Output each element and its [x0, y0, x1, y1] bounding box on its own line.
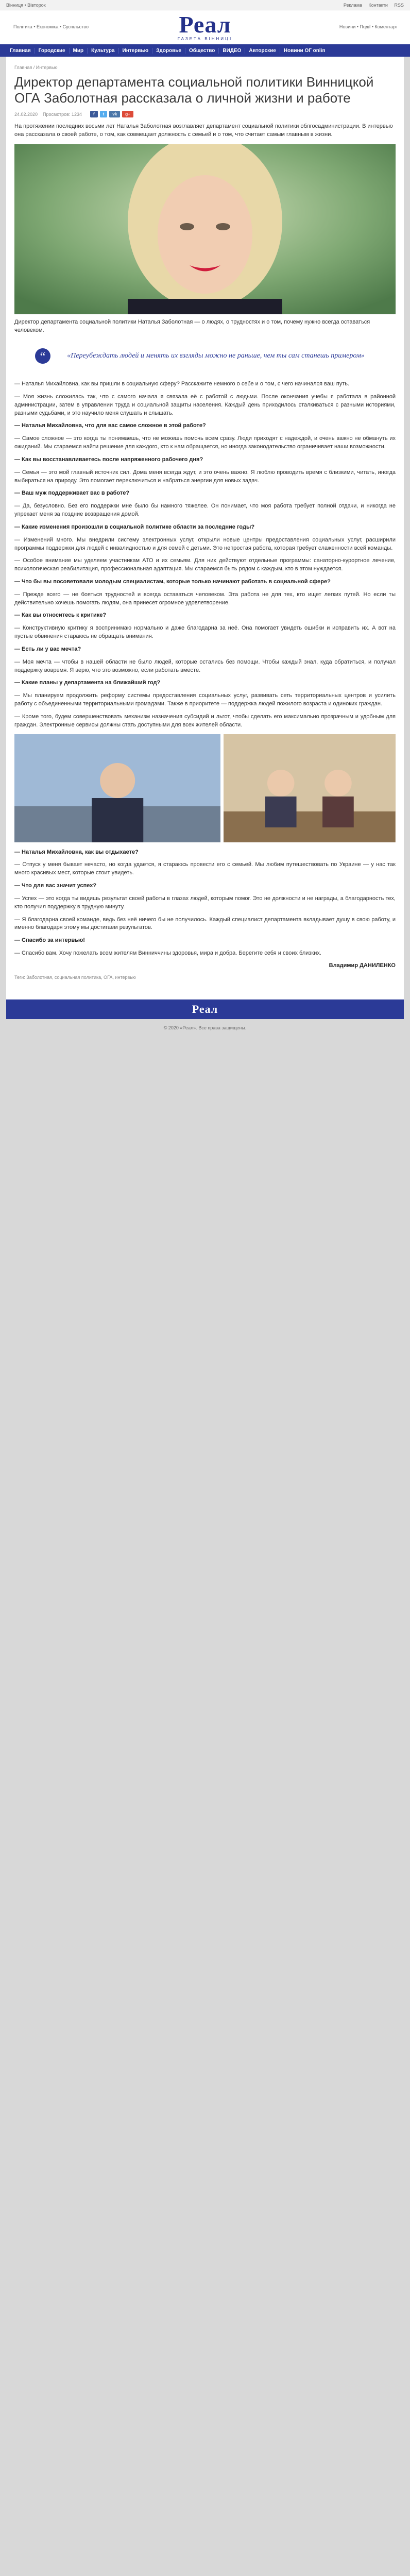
interview-question: — Наталья Михайловна, как вы отдыхаете? — [14, 849, 139, 855]
body-paragraph: — Наталья Михайловна, как вы пришли в социальную сферу? Расскажите немного о себе и о том, с чего начинался ваш путь. — [14, 381, 350, 387]
secondary-photo-right — [224, 734, 396, 842]
nav-item-health[interactable]: Здоровье — [152, 48, 185, 54]
meeting-photo-illustration — [224, 734, 396, 842]
pull-quote — [14, 340, 396, 372]
interview-question: — Какие планы у департамента на ближайший год? — [14, 680, 161, 686]
top-link-ads[interactable]: Реклама — [343, 2, 363, 8]
nav-item-authors[interactable]: Авторские — [245, 48, 280, 54]
body-paragraph: — Прежде всего — не бояться трудностей и всегда оставаться человеком. Эта работа не для тех, кто ищет легких путей. Но если ты действительно хочешь помогать людям, она принесет огромное удовлетворение. — [14, 591, 396, 606]
office-photo-illustration — [14, 734, 220, 842]
top-link-rss[interactable]: RSS — [394, 2, 404, 8]
footer-logo[interactable]: Реал — [192, 1002, 218, 1015]
interview-question: — Что для вас значит успех? — [14, 883, 97, 889]
interview-question: — Наталья Михайловна, что для вас самое сложное в этой работе? — [14, 422, 206, 429]
portrait-illustration — [14, 144, 396, 314]
main-nav — [0, 44, 410, 57]
masthead-right-text: Новини • Події • Коментарі — [339, 24, 397, 30]
body-paragraph: — Моя жизнь сложилась так, что с самого начала я связала её с работой с людьми. После окончания учебы я работала в районной администрации, затем в управлении труда и социальной защиты населения. Каждый день приходилось сталкиваться с разными историями, разными судьбами, и это научило меня слушать и слышать. — [14, 393, 396, 416]
logo-subtitle: ГАЗЕТА ВІННИЦІ — [177, 37, 233, 41]
nav-item-city[interactable]: Городские — [35, 48, 70, 54]
nav-item-video[interactable]: ВИДЕО — [219, 48, 245, 54]
top-link-contacts[interactable]: Контакти — [368, 2, 388, 8]
interview-question: — Есть ли у вас мечта? — [14, 646, 81, 652]
footer — [6, 999, 404, 1019]
interview-question: — Ваш муж поддерживает вас в работе? — [14, 490, 130, 497]
article-tags[interactable]: Теги: Заболотная, социальная политика, ОГА, интервью — [14, 974, 136, 980]
article-sublead: Директор департамента социальной политики Наталья Заболотная — о людях, о трудностях и о том, почему нужно всегда оставаться человеком. — [14, 319, 370, 334]
main-photo — [14, 144, 396, 314]
interview-question: — Как вы относитесь к критике? — [14, 612, 107, 619]
share-facebook-button[interactable]: f — [90, 111, 98, 117]
body-paragraph: — Спасибо вам. Хочу пожелать всем жителям Винниччины здоровья, мира и добра. Берегите себя и своих близких. — [14, 950, 321, 957]
interview-question: — Как вы восстанавливаетесь после напряженного рабочего дня? — [14, 456, 203, 463]
quote-icon: “ — [35, 348, 50, 364]
copyright-text: © 2020 «Реал». Все права защищены. — [163, 1025, 247, 1030]
article-container — [6, 57, 404, 999]
body-paragraph: — Самое сложное — это когда ты понимаешь, что не можешь помочь всем сразу. Люди приходят с надеждой, и очень важно не обмануть их ожиданий. Мы стараемся найти решение для каждого, кто к нам обращается, но иногда законодательство ограничивает наши возможности. — [14, 435, 396, 450]
logo-wordmark: Реал — [179, 11, 231, 38]
pull-quote-text: «Переубеждать людей и менять их взгляды можно не раньше, чем ты сам станешь примером» — [67, 351, 365, 360]
secondary-photo-left — [14, 734, 220, 842]
top-bar — [0, 0, 410, 10]
interview-question: — Какие изменения произошли в социальной политике области за последние годы? — [14, 523, 255, 530]
body-paragraph: — Да, безусловно. Без его поддержки мне было бы намного тяжелее. Он понимает, что моя работа требует полной отдачи, и никогда не упрекает меня за поздние возвращения домой. — [14, 503, 396, 518]
share-vk-button[interactable]: vk — [109, 111, 120, 117]
article-date: 24.02.2020 — [14, 111, 38, 117]
body-paragraph: — Успех — это когда ты видишь результат своей работы в глазах людей, которым помог. Это не должности и не награды, а благодарность тех, кто получил поддержку в трудную минуту. — [14, 895, 396, 910]
nav-item-news-online[interactable]: Новини ОГ onlin — [283, 47, 326, 54]
nav-item-home[interactable]: Главная — [6, 48, 35, 54]
article-lead: На протяжении последних восьми лет Наталья Заболотная возглавляет департамент социальной политики облгосадминистрации. В интервью она рассказала о своей работе, о том, как совмещает должность с семьей и о том, что считает самым главным в жизни. — [14, 123, 393, 138]
site-logo[interactable] — [153, 13, 257, 41]
top-bar-date: Вінниця • Вівторок — [6, 2, 46, 8]
body-paragraph: — Изменений много. Мы внедрили систему электронных услуг, открыли новые центры предоставления социальных услуг, расширили программы поддержки для людей с инвалидностью и для семей с детьми. Это непростая работа, которая требует слаженности всей команды. — [14, 536, 396, 551]
nav-item-society[interactable]: Общество — [185, 48, 219, 54]
top-bar-links — [338, 3, 404, 8]
masthead-left-text: Політика • Економіка • Суспільство — [13, 24, 89, 30]
article-author: Владимир ДАНИЛЕНКО — [329, 962, 396, 969]
body-paragraph: — Мы планируем продолжить реформу системы предоставления социальных услуг, развивать сеть территориальных центров и усилить работу с объединенными территориальными громадами. Также в приоритете — поддержка людей пожилого возраста и одиноких граждан. — [14, 692, 396, 707]
breadcrumb[interactable]: Главная / Интервью — [14, 65, 58, 70]
interview-question: — Что бы вы посоветовали молодым специалистам, которые только начинают работать в социальной сфере? — [14, 579, 331, 585]
share-buttons — [90, 111, 133, 117]
article-meta — [14, 111, 396, 117]
article-views: Просмотров: 1234 — [43, 111, 82, 117]
body-paragraph: — Конструктивную критику я воспринимаю нормально и даже благодарна за неё. Она помогает увидеть ошибки и исправить их. А вот на пустые обвинения стараюсь не обращать внимания. — [14, 625, 396, 640]
body-paragraph: — Моя мечта — чтобы в нашей области не было людей, которые остались без помощи. Чтобы каждый знал, куда обратиться, и получал поддержку вовремя. Я верю, что это возможно, если работать вместе. — [14, 658, 396, 673]
body-paragraph: — Отпуск у меня бывает нечасто, но когда удается, я стараюсь провести его с семьей. Мы любим путешествовать по Украине — у нас так много красивых мест, которые стоит увидеть. — [14, 861, 396, 876]
secondary-photos — [14, 734, 396, 842]
article-title: Директор департамента социальной политики Винницкой ОГА Заболотная рассказала о личной жизни и работе — [14, 74, 374, 106]
share-twitter-button[interactable]: t — [100, 111, 108, 117]
nav-item-culture[interactable]: Культура — [88, 48, 118, 54]
share-googleplus-button[interactable]: g+ — [122, 111, 133, 117]
body-paragraph: — Я благодарна своей команде, ведь без неё ничего бы не получилось. Каждый специалист департамента вкладывает душу в свою работу, и именно благодаря этому мы достигаем результатов. — [14, 916, 396, 931]
masthead — [0, 10, 410, 44]
body-paragraph: — Особое внимание мы уделяем участникам АТО и их семьям. Для них действуют отдельные программы: санаторно-курортное лечение, психологическая реабилитация, профессиональная адаптация. Мы стараемся быть рядом с каждым, кто в этом нуждается. — [14, 557, 396, 572]
article-body — [14, 380, 396, 958]
nav-item-interview[interactable]: Интервью — [119, 48, 153, 54]
body-paragraph: — Кроме того, будем совершенствовать механизм назначения субсидий и льгот, чтобы сделать его максимально прозрачным и удобным для граждан. Электронные сервисы должны стать доступными для всех жителей области. — [14, 713, 396, 728]
body-paragraph: — Семья — это мой главный источник сил. Дома меня всегда ждут, и это очень важно. Я люблю проводить время с близкими, читать, иногда выбираться на природу. Это помогает переключиться и набраться энергии для новых задач. — [14, 469, 396, 484]
interview-question: — Спасибо за интервью! — [14, 937, 85, 944]
nav-item-world[interactable]: Мир — [70, 48, 88, 54]
